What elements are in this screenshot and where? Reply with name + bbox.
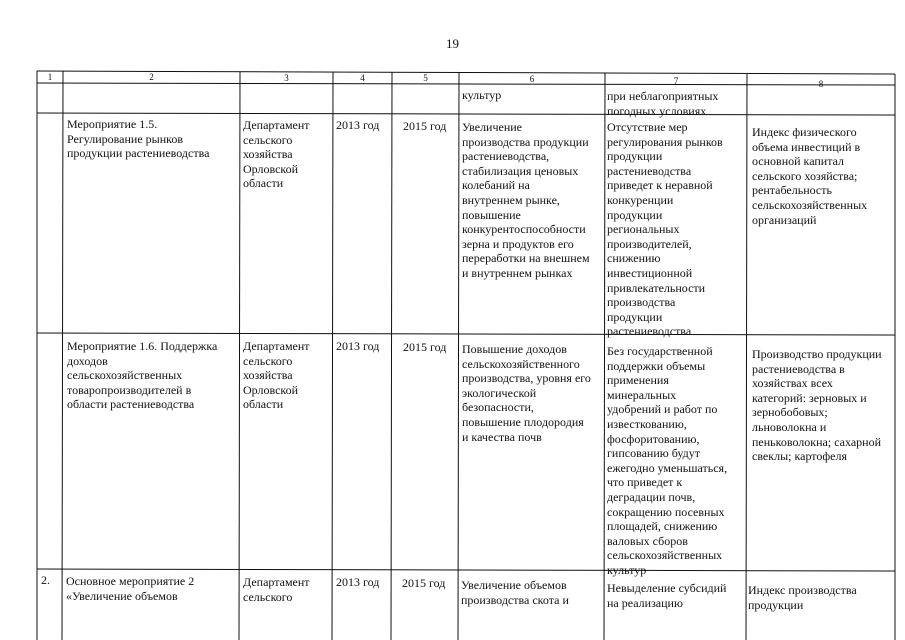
row-2-result: Повышение доходов сельскохозяйственного производства, уровня его экологической безопасности, повышение плодородия и качества почв bbox=[462, 342, 591, 444]
row-2-end: 2015 год bbox=[403, 340, 447, 354]
row-1-name: Мероприятие 1.5. Регулирование рынков продукции растениеводства bbox=[67, 117, 210, 161]
row-3-consequences: Невыделение субсидий на реализацию bbox=[607, 581, 727, 610]
continuation-col6: культур bbox=[462, 88, 502, 102]
row-3-end: 2015 год bbox=[402, 576, 446, 590]
header-col-6: 6 bbox=[529, 74, 535, 84]
row-3-num: 2. bbox=[41, 573, 50, 587]
row-3-executor: Департамент сельского bbox=[243, 575, 310, 604]
row-1-indicator: Индекс физического объема инвестиций в основной капитал сельского хозяйства; рентабельность сельскохозяйственных организаций bbox=[752, 125, 868, 227]
row-3-start: 2013 год bbox=[336, 575, 380, 589]
row-2-name: Мероприятие 1.6. Поддержка доходов сельскохозяйственных товаропроизводителей в области растениеводства bbox=[67, 339, 218, 412]
row-1-start: 2013 год bbox=[336, 118, 380, 132]
row-2-start: 2013 год bbox=[336, 339, 380, 353]
row-1-consequences: Отсутствие мер регулирования рынков продукции растениеводства приведет к неравной конкуренции продукции региональных производителей, снижению инвестиционной привлекательности производства продукции растениеводства bbox=[607, 120, 723, 339]
page-number: 19 bbox=[446, 36, 459, 51]
row-3-result: Увеличение объемов производства скота и bbox=[461, 578, 569, 607]
row-3-name: Основное мероприятие 2 «Увеличение объемов bbox=[66, 574, 195, 603]
header-col-5: 5 bbox=[423, 73, 428, 83]
header-col-1: 1 bbox=[47, 72, 53, 82]
header-col-2: 2 bbox=[149, 72, 154, 82]
header-col-3: 3 bbox=[284, 73, 289, 83]
continuation-col7: при неблагоприятных погодных условиях bbox=[607, 89, 719, 118]
header-col-7: 7 bbox=[673, 76, 679, 86]
row-3-indicator: Индекс производства продукции bbox=[748, 583, 857, 612]
row-1-result: Увеличение производства продукции растениеводства, стабилизация ценовых колебаний на внутреннем рынке, повышение конкурентоспособности зерна и продуктов его переработки на внешнем и внутреннем рынках bbox=[462, 120, 590, 280]
row-2-consequences: Без государственной поддержки объемы применения минеральных удобрений и работ по известкованию, фосфоритованию, гипсованию будут ежегодно уменьшаться, что приведет к деградации почв, сокращению посевных площадей, снижению валовых сборов сельскохозяйственных культур bbox=[607, 344, 728, 577]
row-2-indicator: Производство продукции растениеводства в хозяйствах всех категорий: зерновых и зернобобовых; льноволокна и пеньковолокна; сахарной свеклы; картофеля bbox=[752, 347, 882, 464]
row-1-executor: Департамент сельского хозяйства Орловской области bbox=[243, 118, 310, 191]
row-1-end: 2015 год bbox=[403, 119, 447, 133]
header-col-4: 4 bbox=[360, 73, 365, 83]
row-2-executor: Департамент сельского хозяйства Орловской области bbox=[243, 339, 310, 412]
header-col-8: 8 bbox=[818, 79, 824, 89]
